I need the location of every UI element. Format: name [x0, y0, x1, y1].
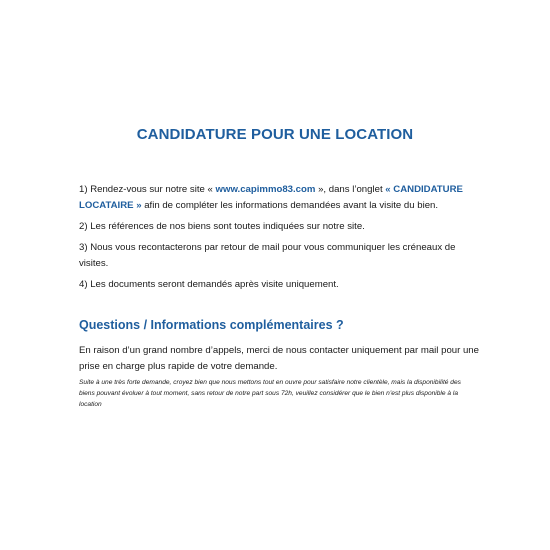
- step-1-after: afin de compléter les informations demandées avant la visite du bien.: [141, 200, 439, 211]
- questions-heading: Questions / Informations complémentaires ?: [79, 318, 344, 332]
- availability-note: Suite à une très forte demande, croyez bien que nous mettons tout en ouvre pour satisfaire notre clientèle, mais la disponibilité des biens pouvant évoluer à tout moment, sans retour de notre part sous 72h, veuillez considérer que le bien n’est plus disponible à la location: [79, 379, 461, 408]
- step-1-mid: », dans l’onglet: [315, 184, 386, 195]
- questions-text: En raison d’un grand nombre d’appels, merci de nous contacter uniquement par mail pour une prise en charge plus rapide de votre demande.: [79, 345, 479, 372]
- step-1: [79, 182, 479, 214]
- page-title: CANDIDATURE POUR UNE LOCATION: [136, 126, 414, 143]
- step-4: 4) Les documents seront demandés après visite uniquement.: [79, 279, 339, 290]
- candidature-tab-label: « CANDIDATURE LOCATAIRE »: [79, 184, 463, 211]
- website-link[interactable]: www.capimmo83.com: [215, 184, 316, 195]
- step-3: 3) Nous vous recontacterons par retour de mail pour vous communiquer les créneaux de visites.: [79, 242, 456, 269]
- step-1-before: 1) Rendez-vous sur notre site «: [79, 184, 216, 195]
- steps-list: [79, 182, 479, 298]
- step-2: 2) Les références de nos biens sont toutes indiquées sur notre site.: [79, 221, 365, 232]
